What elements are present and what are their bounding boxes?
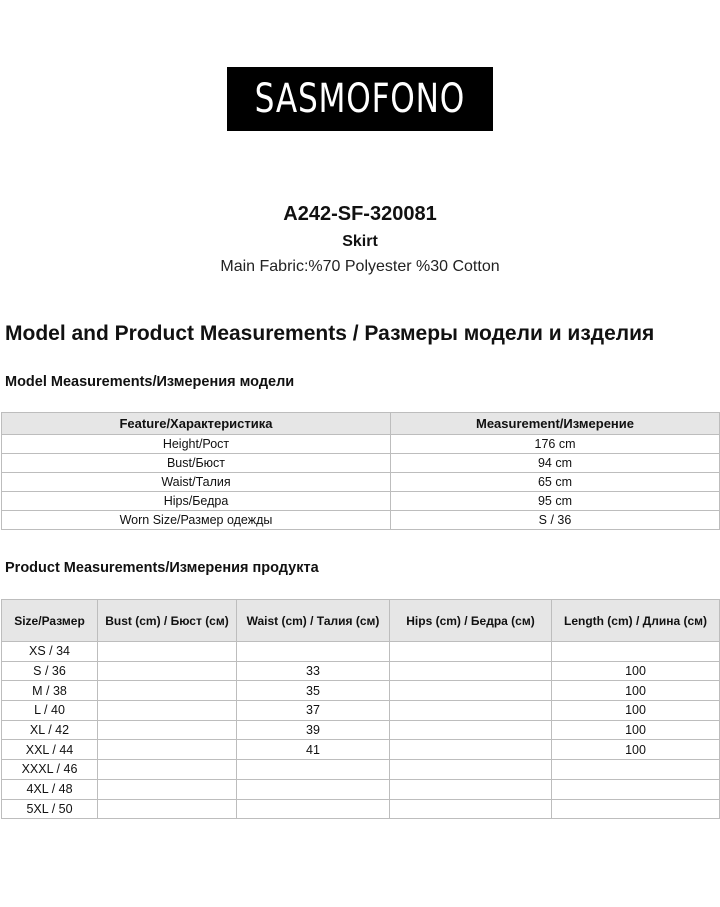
hips-cell (390, 701, 552, 721)
table-row (2, 720, 720, 740)
brand-logo (227, 67, 493, 131)
waist-cell: 39 (237, 720, 390, 740)
length-cell: 100 (552, 720, 720, 740)
header-measurement: Measurement/Измерение (391, 413, 720, 435)
feature-cell: Waist/Талия (2, 473, 391, 492)
table-header-row (2, 413, 720, 435)
bust-cell (98, 701, 237, 721)
brand-logo-text: SASMOFONO (254, 76, 466, 122)
header-size: Size/Размер (2, 600, 98, 642)
table-row (2, 681, 720, 701)
length-cell: 100 (552, 701, 720, 721)
table-row (2, 511, 720, 530)
measurement-cell: S / 36 (391, 511, 720, 530)
size-cell: XXL / 44 (2, 740, 98, 760)
waist-cell (237, 760, 390, 780)
product-measurements-table (1, 599, 720, 819)
measurement-cell: 94 cm (391, 454, 720, 473)
bust-cell (98, 779, 237, 799)
waist-cell: 41 (237, 740, 390, 760)
waist-cell (237, 779, 390, 799)
fabric-composition: Main Fabric:%70 Polyester %30 Cotton (220, 258, 500, 275)
header-bust: Bust (cm) / Бюст (см) (98, 600, 237, 642)
bust-cell (98, 799, 237, 819)
feature-cell: Hips/Бедра (2, 492, 391, 511)
header-feature: Feature/Характеристика (2, 413, 391, 435)
table-row (2, 473, 720, 492)
measurement-cell: 95 cm (391, 492, 720, 511)
table-row (2, 642, 720, 662)
model-measurements-table (1, 412, 720, 530)
table-row (2, 760, 720, 780)
measurement-cell: 176 cm (391, 435, 720, 454)
size-cell: 5XL / 50 (2, 799, 98, 819)
table-row (2, 701, 720, 721)
bust-cell (98, 720, 237, 740)
header-hips: Hips (cm) / Бедра (см) (390, 600, 552, 642)
table-row (2, 661, 720, 681)
hips-cell (390, 661, 552, 681)
table-header-row (2, 600, 720, 642)
waist-cell: 37 (237, 701, 390, 721)
table-row (2, 740, 720, 760)
hips-cell (390, 760, 552, 780)
table-row (2, 435, 720, 454)
bust-cell (98, 681, 237, 701)
product-type: Skirt (342, 233, 378, 250)
table-row (2, 492, 720, 511)
waist-cell: 35 (237, 681, 390, 701)
table-row (2, 454, 720, 473)
table-row (2, 799, 720, 819)
hips-cell (390, 779, 552, 799)
bust-cell (98, 740, 237, 760)
waist-cell: 33 (237, 661, 390, 681)
length-cell (552, 760, 720, 780)
hips-cell (390, 642, 552, 662)
length-cell (552, 642, 720, 662)
size-cell: XXXL / 46 (2, 760, 98, 780)
size-cell: L / 40 (2, 701, 98, 721)
table-row (2, 779, 720, 799)
length-cell: 100 (552, 681, 720, 701)
model-measurements-title: Model Measurements/Измерения модели (5, 374, 295, 390)
bust-cell (98, 760, 237, 780)
hips-cell (390, 740, 552, 760)
header-waist: Waist (cm) / Талия (см) (237, 600, 390, 642)
waist-cell (237, 642, 390, 662)
hips-cell (390, 720, 552, 740)
feature-cell: Bust/Бюст (2, 454, 391, 473)
bust-cell (98, 642, 237, 662)
length-cell: 100 (552, 661, 720, 681)
hips-cell (390, 681, 552, 701)
length-cell (552, 779, 720, 799)
measurements-section-title: Model and Product Measurements / Размеры модели и изделия (5, 322, 655, 345)
product-measurements-title: Product Measurements/Измерения продукта (5, 560, 319, 576)
size-cell: S / 36 (2, 661, 98, 681)
length-cell: 100 (552, 740, 720, 760)
hips-cell (390, 799, 552, 819)
product-code: A242-SF-320081 (283, 203, 437, 225)
feature-cell: Worn Size/Размер одежды (2, 511, 391, 530)
size-cell: XL / 42 (2, 720, 98, 740)
size-cell: M / 38 (2, 681, 98, 701)
feature-cell: Height/Рост (2, 435, 391, 454)
bust-cell (98, 661, 237, 681)
size-cell: XS / 34 (2, 642, 98, 662)
header-length: Length (cm) / Длина (см) (552, 600, 720, 642)
length-cell (552, 799, 720, 819)
size-cell: 4XL / 48 (2, 779, 98, 799)
measurement-cell: 65 cm (391, 473, 720, 492)
waist-cell (237, 799, 390, 819)
